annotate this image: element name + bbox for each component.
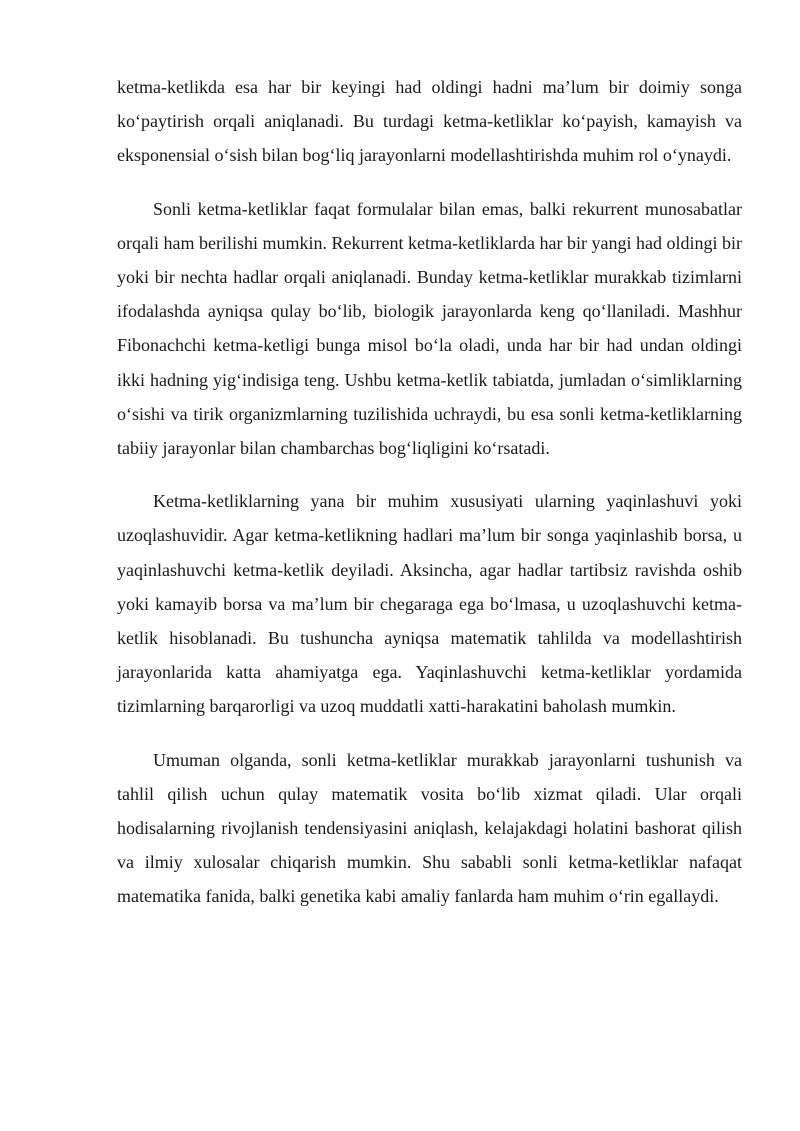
paragraph-conclusion: Umuman olganda, sonli ketma-ketliklar murakkab jarayonlarni tushunish va tahlil qilish uchun qulay matematik vosita bo‘lib xizmat qiladi. Ular orqali hodisalarning rivojlanish tendensiyasini aniqlash, kelajakdagi holatini bashorat qilish va ilmiy xulosalar chiqarish mumkin. Shu sababli sonli ketma-ketliklar nafaqat matematika fanida, balki genetika kabi amaliy fanlarda ham muhim o‘rin egallaydi. <box>117 749 742 907</box>
paragraph-continuation: ketma-ketlikda esa har bir keyingi had oldingi hadni ma’lum bir doimiy songa ko‘paytirish orqali aniqlanadi. Bu turdagi ketma-ketliklar ko‘payish, kamayish va eksponensial o‘sish bilan bog‘liq jarayonlarni modellashtirishda muhim rol o‘ynaydi. <box>117 77 742 166</box>
paragraph-recurrent-sequences: Sonli ketma-ketliklar faqat formulalar bilan emas, balki rekurrent munosabatlar orqali ham berilishi mumkin. Rekurrent ketma-ketliklarda har bir yangi had oldingi bir yoki bir nechta hadlar orqali aniqlanadi. Bunday ketma-ketliklar murakkab tizimlarni ifodalashda ayniqsa qulay bo‘lib, biologik jarayonlarda keng qo‘llaniladi. Mashhur Fibonachchi ketma-ketligi bunga misol bo‘la oladi, unda har bir had undan oldingi ikki hadning yig‘indisiga teng. Ushbu ketma-ketlik tabiatda, jumladan o‘simliklarning o‘sishi va tirik organizmlarning tuzilishida uchraydi, bu esa sonli ketma-ketliklarning tabiiy jarayonlar bilan chambarchas bog‘liqligini ko‘rsatadi. <box>117 198 742 459</box>
document-page <box>117 70 742 933</box>
paragraph-convergence: Ketma-ketliklarning yana bir muhim xususiyati ularning yaqinlashuvi yoki uzoqlashuvidir. Agar ketma-ketlikning hadlari ma’lum bir songa yaqinlashib borsa, u yaqinlashuvchi ketma-ketlik deyiladi. Aksincha, agar hadlar tartibsiz ravishda oshib yoki kamayib borsa va ma’lum bir chegaraga ega bo‘lmasa, u uzoqlashuvchi ketma-ketlik hisoblanadi. Bu tushuncha ayniqsa matematik tahlilda va modellashtirish jarayonlarida katta ahamiyatga ega. Yaqinlashuvchi ketma-ketliklar yordamida tizimlarning barqarorligi va uzoq muddatli xatti-harakatini baholash mumkin. <box>117 491 742 717</box>
